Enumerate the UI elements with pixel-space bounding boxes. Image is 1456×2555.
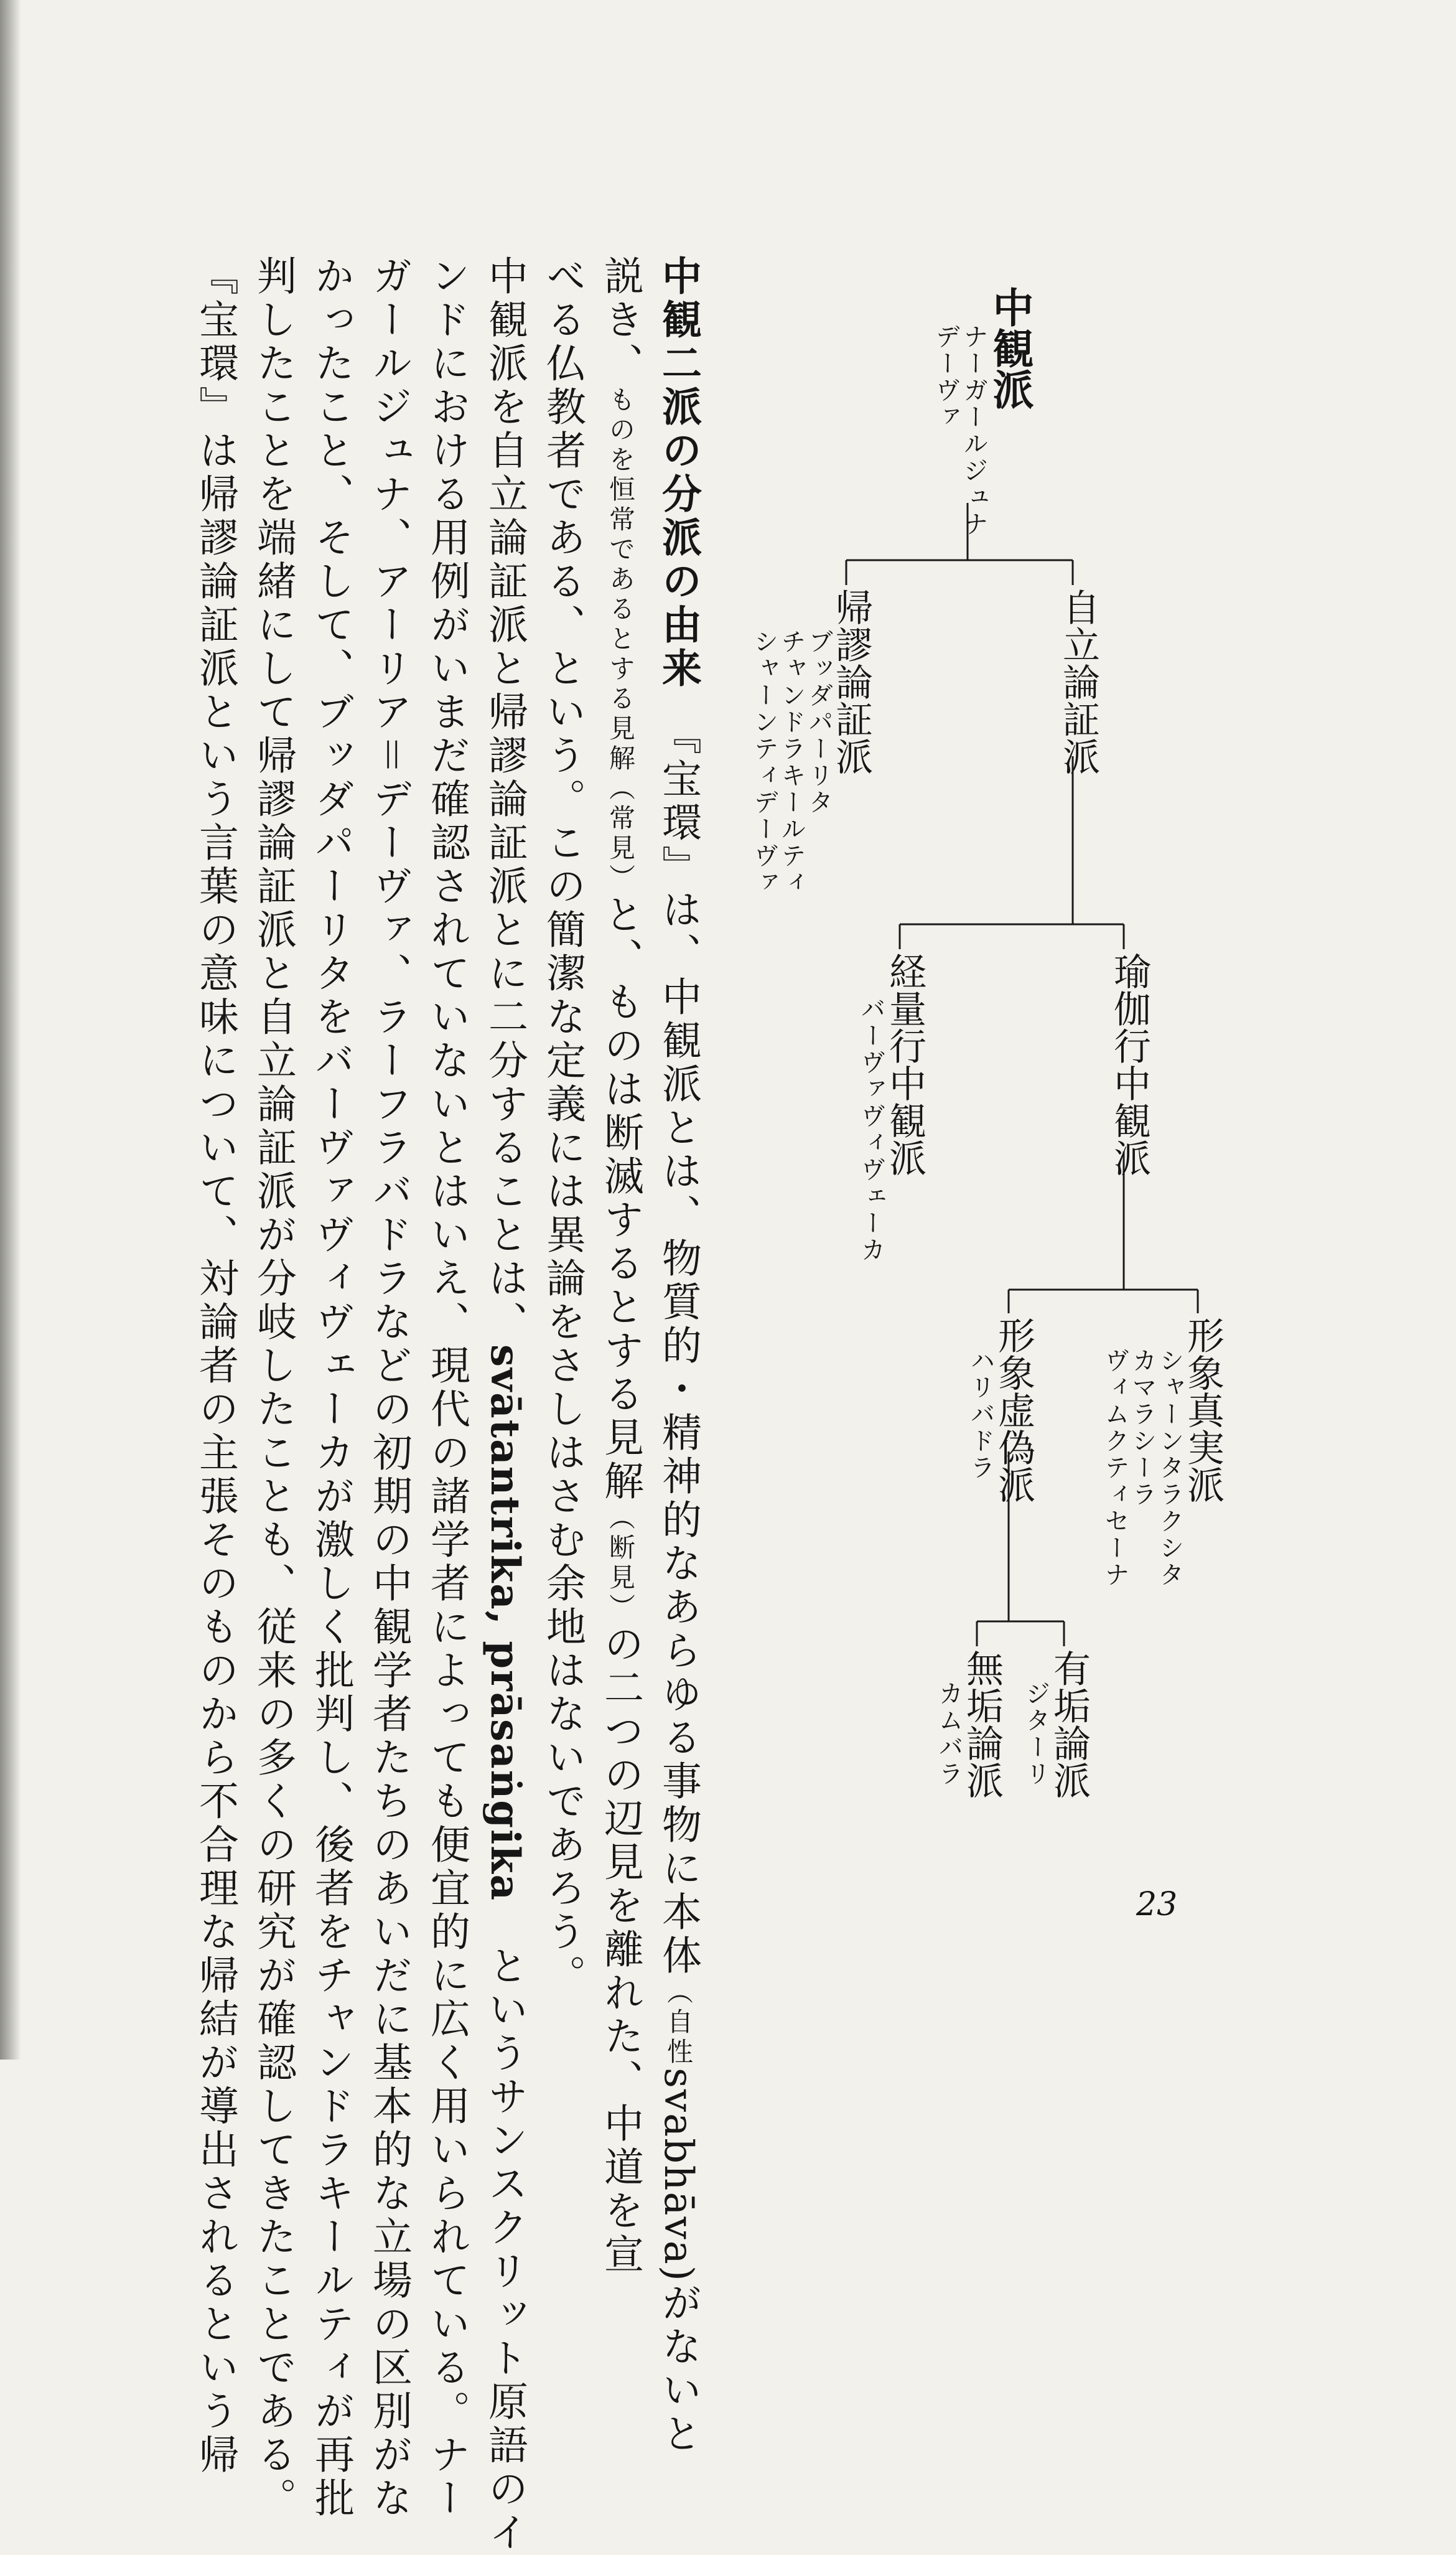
- samala-person-jitari: ジターリ: [1022, 1681, 1050, 1788]
- body-column-7: かったこと、そして、ブッダパーリタをバーヴァヴィヴェーカが激しく批判し、後者をチャンドラキールティが再批: [308, 255, 354, 2521]
- body-column-5: ンドにおける用例がいまだ確認されていないとはいえ、現代の諸学者によっても便宜的に広く用いられている。ナー: [424, 255, 470, 2521]
- body-column-6: ガールジュナ、アーリア＝デーヴァ、ラーフラバドラなどの初期の中観学者たちのあいだに基本的な立場の区別がな: [366, 255, 412, 2521]
- col2-text-b: ものを恒常であるとする見解: [605, 386, 636, 774]
- col2-text-d: と、ものは断滅するとする見解: [597, 894, 643, 1504]
- root-person-deva: デーヴァ: [931, 324, 960, 431]
- prasangika-person-candrakirti: チャンドラキールティ: [777, 629, 806, 896]
- page-number: 23: [1136, 1886, 1178, 1923]
- sautrantika-person-bhavaviveka: バーヴァヴィヴェーカ: [857, 996, 885, 1263]
- nirmala-person-kambala: カムバラ: [935, 1681, 963, 1788]
- svatantrika-label: 自立論証派: [1057, 588, 1100, 775]
- col2-text-c: （常見）: [605, 774, 636, 894]
- section-heading: 中観二派の分派の由来: [655, 255, 702, 691]
- col2-text-e: （断見）: [605, 1504, 636, 1623]
- body-column-9: 『宝環』は帰謬論証派という言葉の意味について、対論者の主張そのものから不合理な帰結が導出されるという帰: [192, 255, 238, 2477]
- satyakara-person-santaraksita: シャーンタラクシタ: [1155, 1348, 1184, 1588]
- prasangika-person-buddhapalita: ブッダパーリタ: [805, 629, 833, 816]
- satyakara-label: 形象真実派: [1181, 1316, 1225, 1503]
- satyakara-person-kamalasila: カマラシーラ: [1128, 1348, 1157, 1508]
- prasangika-label: 帰謬論証派: [829, 588, 873, 775]
- sautrantika-madhyamaka-label: 経量行中観派: [883, 952, 926, 1176]
- satyakara-person-vimuktisena: ヴィムクティセーナ: [1101, 1348, 1129, 1588]
- alikakara-label: 形象虚偽派: [992, 1316, 1035, 1503]
- col4-sanskrit-terms: svātantrika, prāsaṅgika: [482, 1344, 528, 1902]
- yogacara-madhyamaka-label: 瑜伽行中観派: [1108, 952, 1151, 1176]
- col1-text-a: 『宝環』は、中観派とは、物質的・精神的なあらゆる事物に本体: [655, 734, 701, 1978]
- root-person-nagarjuna: ナーガールジュナ: [959, 324, 988, 538]
- body-column-1: [655, 255, 702, 2457]
- alikakara-person-haribhadra: ハリバドラ: [966, 1348, 995, 1481]
- col2-text-f: の二つの辺見を離れた、中道を宣: [597, 1623, 643, 2277]
- samala-label: 有垢論派: [1047, 1649, 1091, 1799]
- col1-text-d: がないと: [655, 2282, 701, 2457]
- col1-text-c: svabhāva): [655, 2068, 701, 2282]
- body-column-2: [597, 255, 643, 2277]
- col1-text-b: （自性: [663, 1978, 694, 2068]
- col4-text-a: 中観派を自立論証派と帰謬論証派とに二分することは、: [482, 255, 528, 1344]
- col2-text-a: 説き、: [597, 255, 643, 386]
- col4-text-c: というサンスクリット原語のイ: [482, 1945, 528, 2555]
- body-column-4: [482, 255, 528, 2555]
- prasangika-person-santideva: シャーンティデーヴァ: [750, 629, 778, 896]
- nirmala-label: 無垢論派: [960, 1649, 1004, 1799]
- body-column-8: 判したことを端緒にして帰謬論証派と自立論証派が分岐したことも、従来の多くの研究が確認してきたことである。: [250, 255, 296, 2521]
- root-school-label: 中観派: [986, 286, 1034, 410]
- body-column-3: べる仏教者である、という。この簡潔な定義には異論をさしはさむ余地はないであろう。: [539, 255, 586, 1998]
